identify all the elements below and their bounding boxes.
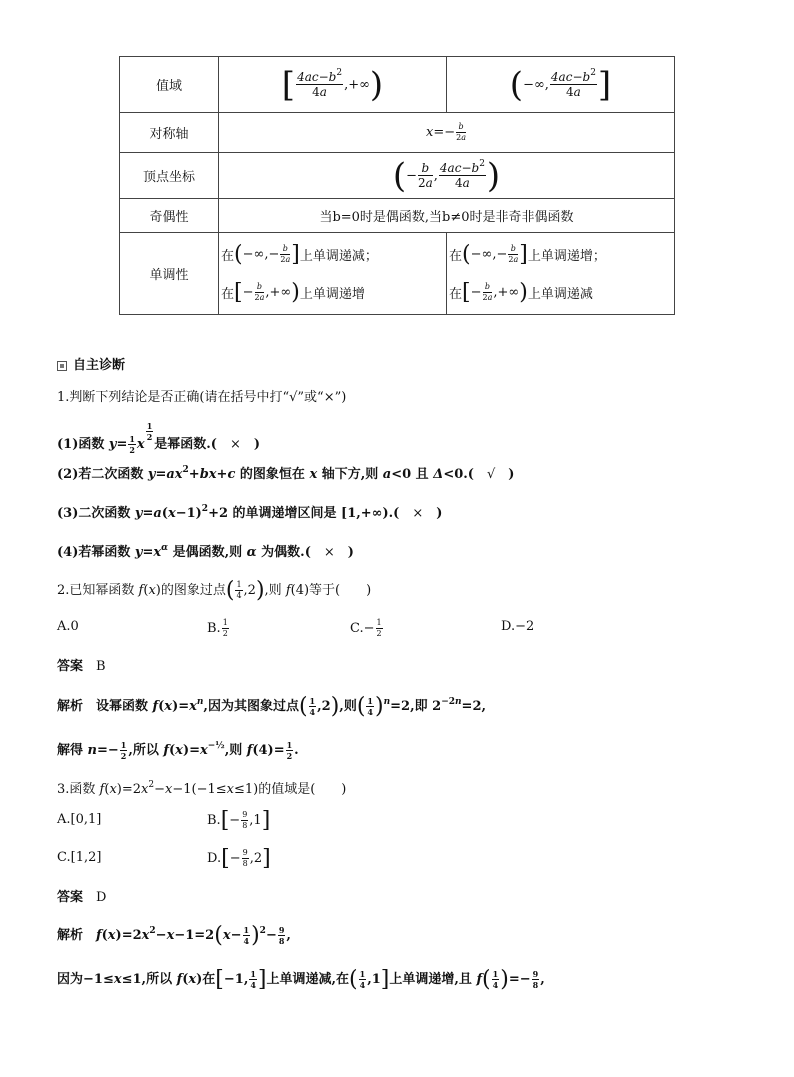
table-row-range	[120, 57, 675, 113]
row-label: 单调性	[120, 233, 219, 315]
q2-stem: 2.已知幂函数 f(x)的图象过点( $\frac{1}{4}$ ,2),则 f(4)等于( )	[57, 578, 372, 603]
properties-table	[119, 56, 675, 315]
q3-option-d: D.[− $\frac{9}{8}$ ,2]	[207, 846, 271, 871]
q2-analysis-2: 解得 n=− $\frac{1}{2}$ ,所以 $f(x)=x^{-\frac{1}{2}}$,则 f(4)= $\frac{1}{2}$ .	[57, 740, 299, 761]
q3-option-b: B.[− $\frac{9}{8}$ ,1]	[207, 808, 271, 833]
vertex-coordinates: (− $\frac{b}{2a}$ , $\frac{4ac-b^2}{4a}$ )	[219, 153, 675, 199]
q3-option-a: A.[0,1]	[57, 812, 102, 827]
monotonicity-a-positive: 在 ( −∞,− $\frac{b}{2a}$ ] 上单调递减； 在 [ − $\frac{b}{2a}$ ,+∞ ) 上单调递增	[219, 233, 447, 315]
table-row-axis	[120, 113, 675, 153]
row-label: 奇偶性	[120, 199, 219, 233]
table-row-parity	[120, 199, 675, 233]
q3-option-c: C.[1,2]	[57, 850, 102, 865]
row-label: 对称轴	[120, 113, 219, 153]
table-row-vertex	[120, 153, 675, 199]
answer-label: 答案	[57, 659, 84, 674]
section-bullet-icon	[57, 361, 67, 371]
q1-item-4: (4)若幂函数 $y=x^\alpha$ 是偶函数,则 α 为偶数.( × )	[57, 543, 354, 560]
q3-analysis-2: 因为−1≤x≤1,所以 f(x)在[−1, $\frac{1}{4}$ ]上单调递减,在( $\frac{1}{4}$ ,1]上单调递增,且 f( $\frac{1}{4}$ )=− $\frac{9}{8}$ ,	[57, 967, 545, 992]
table-row-monotonicity	[120, 233, 675, 315]
axis-of-symmetry: x=− $\frac{b}{2a}$	[219, 113, 675, 153]
q2-option-b: B. $\frac{1}{2}$	[207, 618, 228, 638]
row-label: 顶点坐标	[120, 153, 219, 199]
monotonicity-a-negative: 在 ( −∞,− $\frac{b}{2a}$ ] 上单调递增； 在 [ − $\frac{b}{2a}$ ,+∞ ) 上单调递减	[447, 233, 675, 315]
q2-analysis-1: 解析 设幂函数 $f(x)=x^n$,因为其图象过点( $\frac{1}{4}$ ,2),则( $\frac{1}{4}$ )$^n$=2,即 $2^{-2n}=2$,	[57, 694, 487, 719]
answer-label: 答案	[57, 890, 84, 905]
q2-option-c: C.− $\frac{1}{2}$	[350, 618, 382, 638]
q2-option-a: A.0	[57, 619, 79, 634]
q1-item-2: (2)若二次函数 $y=ax^2+bx+c$ 的图象恒在 x 轴下方,则 a<0 且 Δ<0.( √ )	[57, 465, 515, 482]
q1-item-1: (1)函数 y= $\frac{1}{2}$ x $\frac{1}{2}$ 是幂函数.( × )	[57, 421, 261, 455]
q2-answer	[57, 655, 106, 674]
range-a-positive: [ $\frac{4ac-b^2}{4a}$ ,+∞)	[219, 57, 447, 113]
section-title: 自主诊断	[73, 358, 126, 373]
range-a-negative: (−∞, $\frac{4ac-b^2}{4a}$ ]	[447, 57, 675, 113]
q3-stem: 3.函数 $f(x)=2x^2-x-1(-1\le x\le 1)$的值域是( )	[57, 780, 347, 797]
q1-item-3: (3)二次函数 $y=a(x-1)^2+2$ 的单调递增区间是 [1,+∞).( × )	[57, 504, 443, 521]
q1-stem: 1.判断下列结论是否正确(请在括号中打“√”或“×”)	[57, 390, 347, 405]
answer-value: B	[96, 659, 106, 674]
q3-answer	[57, 886, 106, 905]
row-label: 值域	[120, 57, 219, 113]
parity-text: 当b=0时是偶函数,当b≠0时是非奇非偶函数	[219, 199, 675, 233]
q2-option-d: D.−2	[501, 619, 535, 634]
q3-analysis-1: 解析 $f(x)=2x^2-x-1=2(x-$ $\frac{1}{4}$ )$^2$− $\frac{9}{8}$ ,	[57, 923, 291, 948]
section-header	[57, 354, 125, 373]
answer-value: D	[96, 890, 107, 905]
